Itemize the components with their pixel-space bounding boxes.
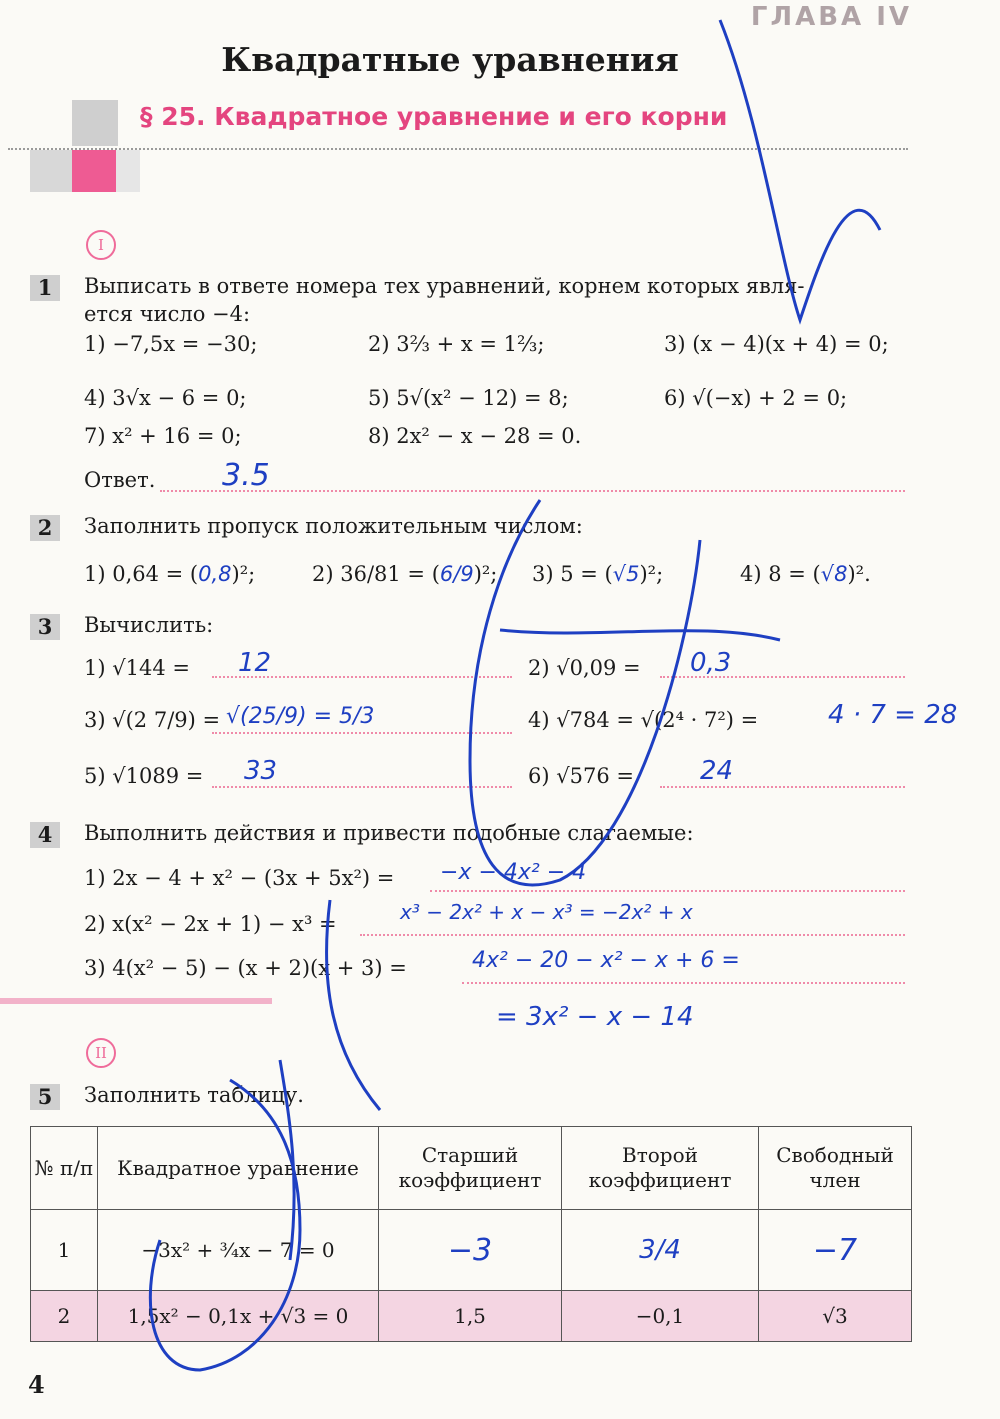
equation-item: 8) 2x² − x − 28 = 0. [368,424,582,448]
chapter-label: ГЛАВА IV [750,2,912,32]
task-text: Вычислить: [84,613,214,637]
task-text: Выполнить действия и привести подобные слагаемые: [84,821,694,845]
fill-expr: )². [847,562,871,586]
fill-expr: 4) 8 = ( [740,562,821,586]
answer-label: Ответ. [84,468,156,492]
handwritten-answer: 33 [244,756,278,786]
table-header: Свободный член [759,1127,912,1210]
table-header: Старший коэффициент [379,1127,562,1210]
table-cell: 1,5x² − 0,1x + √3 = 0 [98,1291,379,1342]
table-cell: −3 [379,1210,562,1291]
handwritten-answer: 0,3 [690,648,732,678]
fill-expr: 2) 36/81 = ( [312,562,440,586]
fill-expr: )²; [639,562,664,586]
page-title: Квадратные уравнения [221,40,679,79]
equation-item: 1) −7,5x = −30; [84,332,258,356]
task-number: 2 [30,515,60,541]
calc-item: 2) √0,09 = [528,656,641,680]
expression-item: 3) 4(x² − 5) − (x + 2)(x + 3) = [84,956,407,980]
calc-item: 6) √576 = [528,764,634,788]
task-number: 4 [30,822,60,848]
equation-item: 5) 5√(x² − 12) = 8; [368,386,569,410]
calc-item: 1) √144 = [84,656,190,680]
handwritten-answer: 12 [238,648,272,678]
table-cell: −3x² + ¾x − 7 = 0 [98,1210,379,1291]
task-number: 3 [30,614,60,640]
fill-expr: )²; [473,562,498,586]
handwritten-answer: √(25/9) = 5/3 [226,704,375,729]
calc-item: 5) √1089 = [84,764,204,788]
handwritten-answer: x³ − 2x² + x − x³ = −2x² + x [400,900,693,924]
task-text: Заполнить таблицу. [84,1083,304,1107]
equation-item: 6) √(−x) + 2 = 0; [664,386,848,410]
equation-item: 4) 3√x − 6 = 0; [84,386,247,410]
expression-item: 1) 2x − 4 + x² − (3x + 5x²) = [84,866,395,890]
handwritten-answer: 0,8 [198,562,232,586]
table-header: Второй коэффициент [562,1127,759,1210]
handwritten-answer: √5 [612,562,640,586]
fill-expr: )²; [231,562,256,586]
table-cell: 1,5 [379,1291,562,1342]
equation-item: 2) 3⅔ + x = 1⅔; [368,332,545,356]
equation-item: 3) (x − 4)(x + 4) = 0; [664,332,889,356]
handwritten-answer: 3.5 [222,458,270,493]
task-number: 5 [30,1084,60,1110]
handwritten-answer: 4 · 7 = 28 [828,700,958,730]
section-title: § 25. Квадратное уравнение и его корни [140,102,728,131]
table-cell: −0,1 [562,1291,759,1342]
handwritten-answer: 6/9 [439,562,474,586]
handwritten-answer: = 3x² − x − 14 [496,1002,694,1032]
calc-item: 4) √784 = √(2⁴ · 7²) = [528,708,759,732]
fill-expr: 3) 5 = ( [532,562,613,586]
table-cell: −7 [759,1210,912,1291]
part-marker: II [86,1038,116,1068]
table-cell: √3 [759,1291,912,1342]
table-header: Квадратное уравнение [98,1127,379,1210]
task-text: ется число −4: [84,302,251,326]
handwritten-answer: 4x² − 20 − x² − x + 6 = [472,948,740,973]
task-number: 1 [30,275,60,301]
fill-expr: 1) 0,64 = ( [84,562,199,586]
table-header: № п/п [31,1127,98,1210]
handwritten-answer: √8 [820,562,848,586]
expression-item: 2) x(x² − 2x + 1) − x³ = [84,912,337,936]
table-cell: 2 [31,1291,98,1342]
calc-item: 3) √(2 7/9) = [84,708,221,732]
equation-item: 7) x² + 16 = 0; [84,424,242,448]
table-cell: 1 [31,1210,98,1291]
table-cell: 3/4 [562,1210,759,1291]
page-number: 4 [28,1370,45,1399]
task-text: Заполнить пропуск положительным числом: [84,514,583,538]
handwritten-answer: 24 [700,756,734,786]
handwritten-answer: −x − 4x² − 4 [440,860,587,885]
part-marker: I [86,230,116,260]
task-text: Выписать в ответе номера тех уравнений, корнем которых явля- [84,274,805,298]
